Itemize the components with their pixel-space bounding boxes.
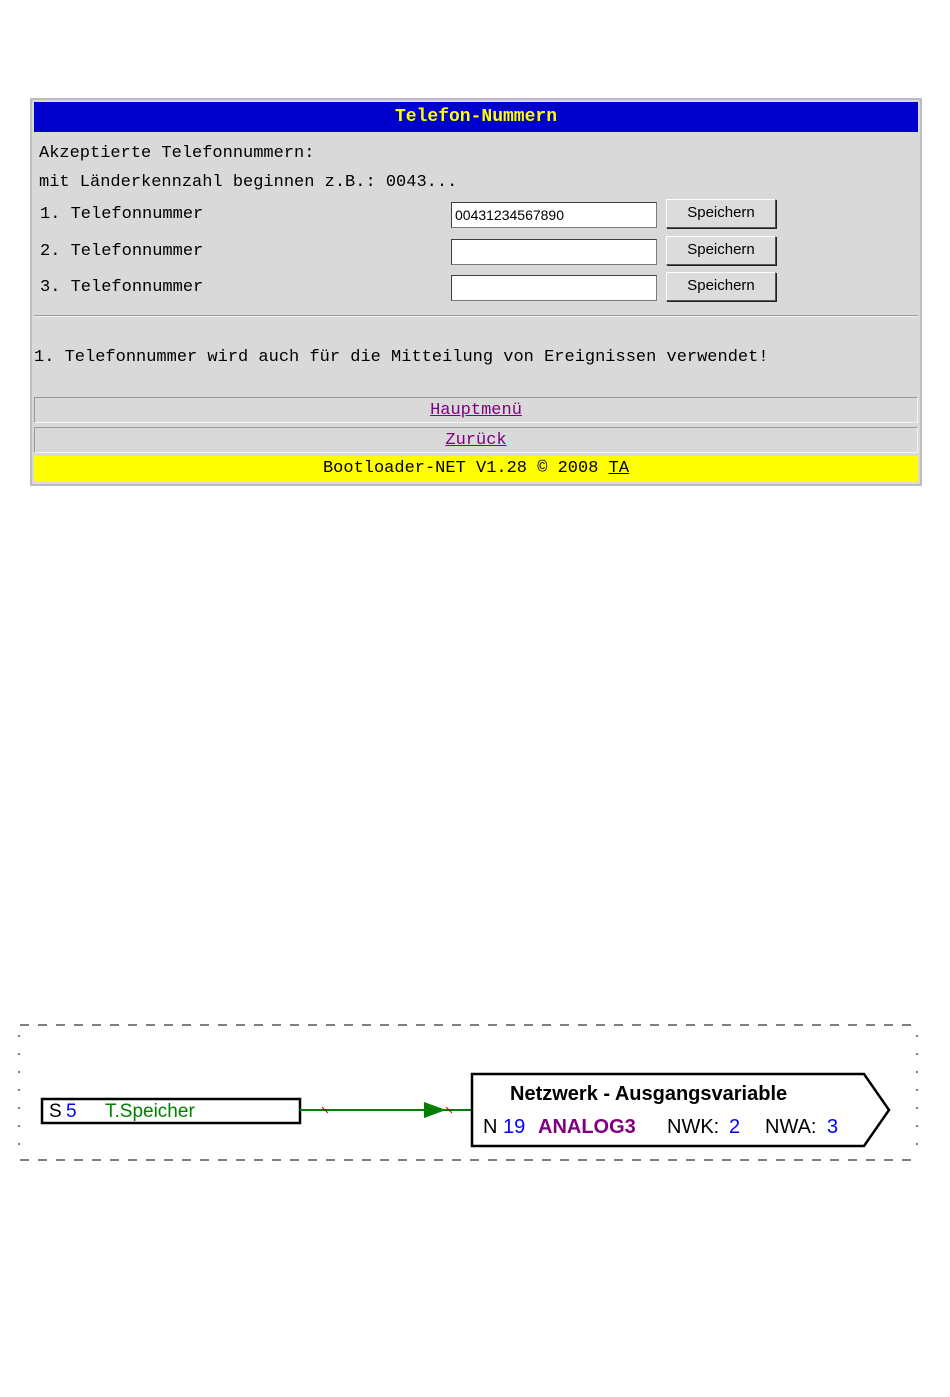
footer-version-text: Bootloader-NET V1.28 © 2008 (322, 459, 609, 478)
nwa-label: NWA: (765, 1116, 817, 1138)
panel-title: Telefon-Nummern (34, 102, 918, 132)
phone-2-label: 2. Telefonnummer (40, 242, 204, 261)
back-link[interactable]: Zurück (445, 431, 507, 450)
source-sensor-block[interactable] (42, 1099, 300, 1123)
phone-2-input[interactable] (451, 239, 657, 265)
save-phone-2-button[interactable]: Speichern (666, 236, 776, 265)
phone-1-label: 1. Telefonnummer (40, 205, 204, 224)
save-phone-3-button[interactable]: Speichern (666, 272, 776, 301)
phone-1-input[interactable] (451, 202, 657, 228)
arrow-head-icon (424, 1102, 446, 1118)
ta-link[interactable]: TA (608, 459, 630, 478)
output-variable-name: ANALOG3 (538, 1116, 636, 1138)
phone-numbers-panel (30, 98, 922, 486)
network-output-diagram (0, 1015, 950, 1175)
node-prefix: N (483, 1116, 498, 1138)
nwa-value: 3 (827, 1116, 839, 1138)
source-name: T.Speicher (105, 1101, 195, 1122)
source-prefix: S (49, 1101, 62, 1122)
country-code-hint: mit Länderkennzahl beginnen z.B.: 0043... (39, 173, 458, 192)
phone-3-input[interactable] (451, 275, 657, 301)
main-menu-row (34, 397, 918, 423)
phone-3-label: 3. Telefonnummer (40, 278, 204, 297)
nwk-value: 2 (729, 1116, 741, 1138)
output-block-title: Netzwerk - Ausgangsvariable (510, 1083, 788, 1105)
accepted-numbers-label: Akzeptierte Telefonnummern: (39, 144, 315, 163)
event-notification-notice: 1. Telefonnummer wird auch für die Mitteilung von Ereignissen verwendet! (34, 348, 769, 367)
main-menu-link[interactable]: Hauptmenü (430, 401, 522, 420)
source-number: 5 (66, 1101, 77, 1122)
save-phone-1-button[interactable]: Speichern (666, 199, 776, 228)
nwk-label: NWK: (667, 1116, 720, 1138)
footer-bar (34, 456, 918, 482)
network-output-block[interactable] (472, 1074, 889, 1146)
back-row (34, 427, 918, 453)
node-number: 19 (503, 1116, 526, 1138)
section-divider (34, 315, 918, 317)
connection-line (300, 1102, 472, 1118)
